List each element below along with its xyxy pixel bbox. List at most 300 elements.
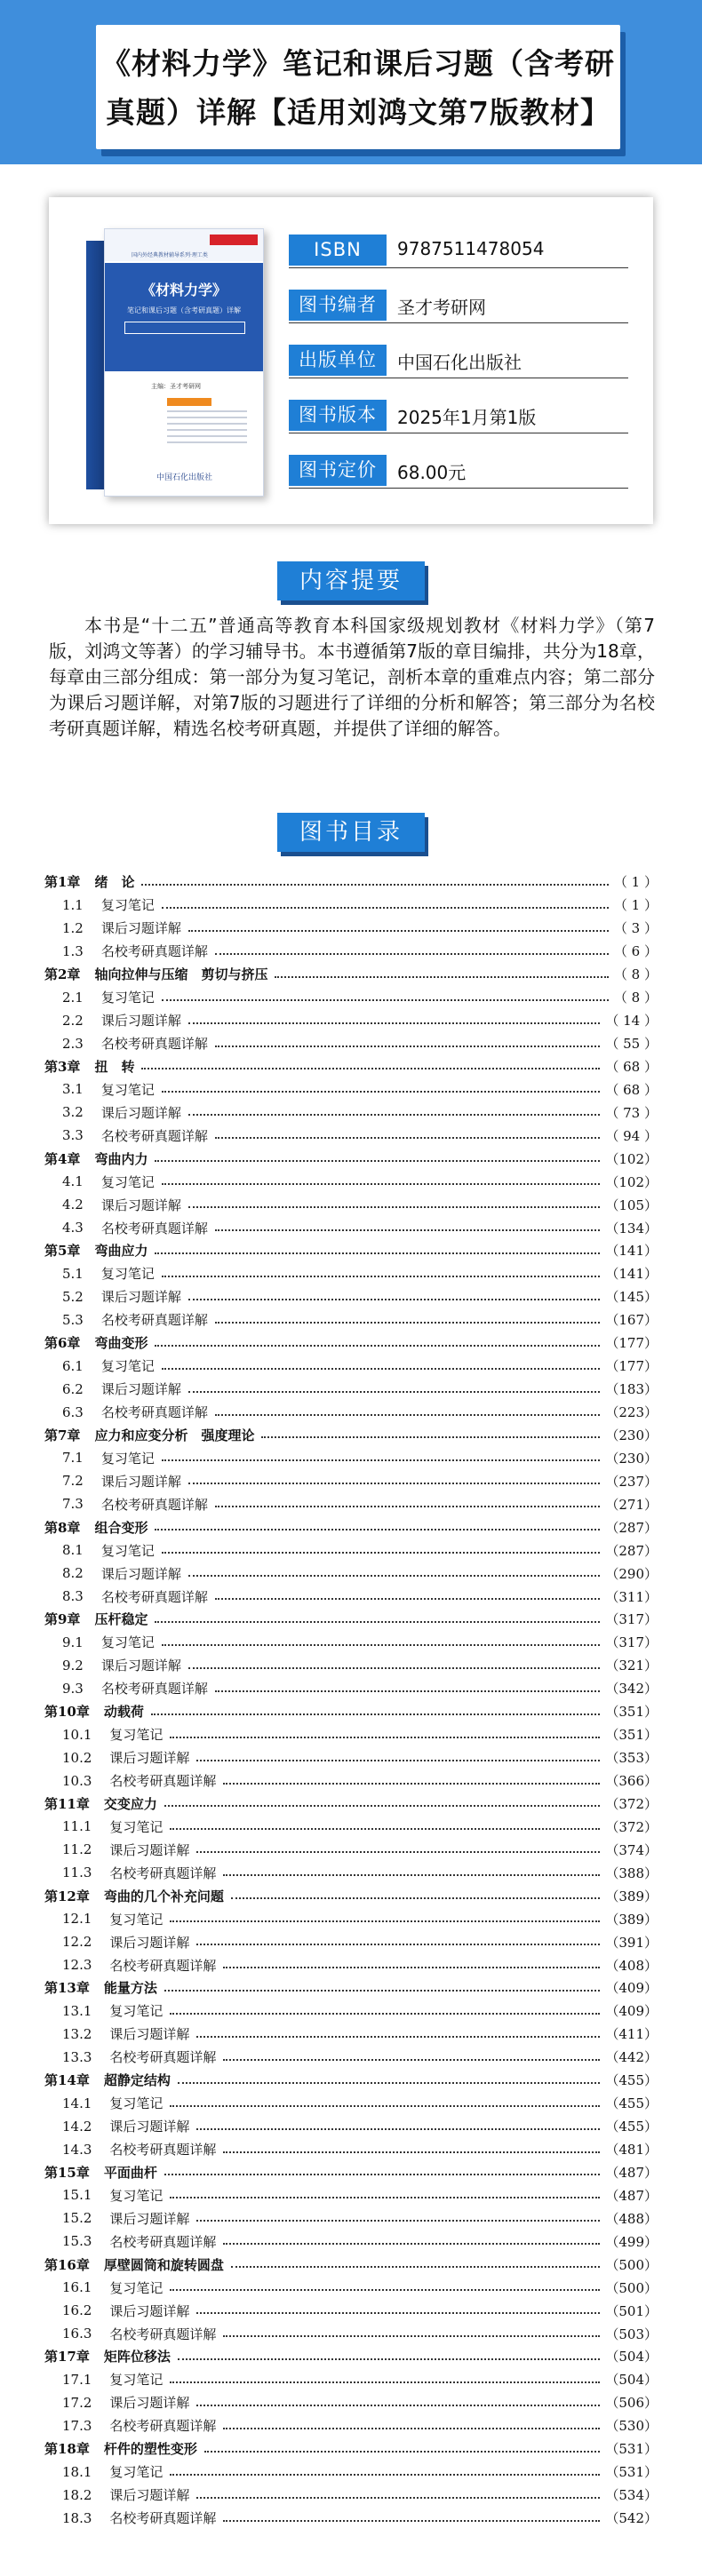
toc-leader-dots — [196, 2312, 600, 2314]
toc-title: 复习笔记 — [100, 1450, 155, 1467]
toc-section-row — [44, 1216, 658, 1239]
toc-page-number: （481） — [605, 2142, 658, 2159]
toc-page-number: （351） — [605, 1704, 658, 1721]
toc-chapter-row — [44, 871, 658, 894]
toc-title: 名校考研真题详解 — [100, 1036, 208, 1053]
toc-leader-dots — [223, 2520, 600, 2522]
toc-page-number: （287） — [605, 1519, 658, 1536]
toc-title: 名校考研真题详解 — [100, 1588, 208, 1605]
toc-chapter-row — [44, 1515, 658, 1538]
toc-section-row — [44, 1815, 658, 1838]
toc-leader-dots — [151, 1713, 600, 1715]
toc-section-row — [44, 1077, 658, 1101]
toc-section-row — [44, 2000, 658, 2023]
toc-title: 课后习题详解 — [109, 2210, 190, 2227]
toc-number: 第11章 — [44, 1795, 90, 1812]
toc-chapter-row — [44, 2437, 658, 2461]
info-underline — [289, 267, 628, 268]
toc-leader-dots — [223, 1967, 600, 1968]
toc-number: 14.3 — [62, 2141, 92, 2158]
toc-page-number: （271） — [605, 1496, 658, 1513]
toc-section-row — [44, 1285, 658, 1308]
toc-title: 名校考研真题详解 — [100, 1220, 208, 1236]
toc-leader-dots — [223, 2059, 600, 2061]
toc-section-row — [44, 2206, 658, 2230]
info-row-publisher — [289, 341, 628, 380]
toc-section-row — [44, 2322, 658, 2345]
toc-page-number: （531） — [605, 2441, 658, 2458]
toc-number: 9.2 — [62, 1657, 84, 1674]
toc-leader-dots — [188, 930, 609, 932]
toc-page-number: （374） — [605, 1841, 658, 1858]
toc-section-row — [44, 1308, 658, 1332]
toc-section-row — [44, 2092, 658, 2115]
toc-title: 名校考研真题详解 — [100, 1312, 208, 1329]
toc-leader-dots — [223, 2151, 600, 2153]
toc-number: 4.3 — [62, 1220, 84, 1236]
toc-chapter-row — [44, 1884, 658, 1907]
toc-number: 18.1 — [62, 2463, 92, 2480]
toc-number: 第12章 — [44, 1888, 90, 1904]
toc-title: 名校考研真题详解 — [109, 1957, 217, 1974]
info-label: 图书编者 — [289, 290, 387, 321]
toc-leader-dots — [162, 1459, 600, 1461]
toc-title: 应力和应变分析 强度理论 — [94, 1427, 255, 1443]
toc-title: 名校考研真题详解 — [100, 1127, 208, 1144]
toc-title: 名校考研真题详解 — [109, 2418, 217, 2435]
cover-series-text: 国内外经典教材辅导系列·理工类 — [132, 252, 208, 258]
toc-page-number: （311） — [605, 1588, 658, 1605]
toc-leader-dots — [178, 2082, 600, 2084]
toc-number: 7.1 — [62, 1450, 84, 1467]
toc-title: 复习笔记 — [100, 1173, 155, 1190]
toc-number: 14.1 — [62, 2095, 92, 2111]
toc-page-number: （141） — [605, 1243, 658, 1260]
toc-leader-dots — [215, 1690, 600, 1692]
toc-page-number: （351） — [605, 1727, 658, 1744]
cover-badge — [167, 398, 211, 406]
toc-title: 复习笔记 — [100, 1358, 155, 1375]
toc-section-row — [44, 2230, 658, 2253]
toc-title: 名校考研真题详解 — [100, 1404, 208, 1421]
toc-section-row — [44, 2276, 658, 2299]
toc-page-number: （317） — [605, 1634, 658, 1651]
toc-page-number: （177） — [605, 1358, 658, 1375]
toc-page-number: （500） — [605, 2256, 658, 2273]
toc-title: 弯曲的几个补充问题 — [103, 1888, 224, 1904]
toc-leader-dots — [188, 1022, 601, 1024]
toc-title: 课后习题详解 — [100, 1104, 181, 1121]
toc-leader-dots — [231, 2266, 600, 2268]
toc-number: 18.2 — [62, 2486, 92, 2503]
toc-title: 动载荷 — [103, 1704, 144, 1721]
toc-number: 第15章 — [44, 2164, 90, 2181]
toc-number: 第9章 — [44, 1611, 81, 1628]
toc-number: 9.1 — [62, 1634, 84, 1650]
toc-page-number: （504） — [605, 2372, 658, 2389]
toc-title: 复习笔记 — [109, 2464, 164, 2481]
toc-number: 第7章 — [44, 1427, 81, 1443]
toc-leader-dots — [223, 1783, 600, 1785]
toc-leader-dots — [215, 1046, 601, 1047]
toc-leader-dots — [141, 1068, 600, 1069]
toc-leader-dots — [170, 1737, 600, 1738]
toc-page-number: （531） — [605, 2464, 658, 2481]
toc-leader-dots — [215, 1414, 600, 1416]
toc-leader-dots — [223, 2335, 600, 2337]
info-value: 2025年1月第1版 — [397, 407, 537, 428]
toc-number: 17.2 — [62, 2394, 92, 2411]
toc-number: 3.2 — [62, 1104, 84, 1121]
publisher-logo — [210, 235, 258, 245]
toc-section-row — [44, 1654, 658, 1677]
toc-number: 13.2 — [62, 2025, 92, 2042]
toc-leader-dots — [215, 1137, 601, 1139]
toc-page-number: （372） — [605, 1795, 658, 1812]
toc-title: 轴向拉伸与压缩 剪切与挤压 — [94, 966, 268, 983]
toc-title: 课后习题详解 — [109, 2119, 190, 2135]
toc-leader-dots — [196, 1851, 600, 1853]
toc-title: 弯曲变形 — [94, 1335, 148, 1352]
toc-section-row — [44, 1953, 658, 1976]
toc-chapter-row — [44, 963, 658, 986]
toc-leader-dots — [204, 2451, 600, 2453]
book-title-line-2: 真题）详解【适用刘鸿文第7版教材】 — [106, 95, 610, 130]
toc-page-number: （366） — [605, 1773, 658, 1790]
toc-leader-dots — [162, 1091, 601, 1093]
toc-leader-dots — [188, 1575, 600, 1577]
toc-title: 平面曲杆 — [103, 2164, 157, 2181]
cover-subtitle: 笔记和课后习题（含考研真题）详解 — [127, 306, 241, 314]
toc-leader-dots — [155, 1529, 600, 1530]
toc-title: 复习笔记 — [109, 2187, 164, 2204]
toc-title: 弯曲内力 — [94, 1150, 148, 1167]
toc-title: 复习笔记 — [109, 2372, 164, 2389]
toc-number: 第13章 — [44, 1980, 90, 1997]
toc-leader-dots — [170, 2197, 600, 2198]
toc-title: 名校考研真题详解 — [109, 1773, 217, 1790]
toc-leader-dots — [155, 1252, 600, 1254]
toc-title: 名校考研真题详解 — [109, 2142, 217, 2159]
toc-title: 课后习题详解 — [100, 1658, 181, 1674]
toc-chapter-row — [44, 1424, 658, 1447]
toc-chapter-row — [44, 2253, 658, 2276]
toc-section-row — [44, 940, 658, 963]
toc-number: 第3章 — [44, 1058, 81, 1075]
toc-page-number: （411） — [605, 2026, 658, 2043]
toc-page-number: （ 73 ） — [605, 1104, 658, 1121]
toc-title: 课后习题详解 — [100, 1197, 181, 1213]
toc-page-number: （102） — [605, 1150, 658, 1167]
toc-page-number: （342） — [605, 1681, 658, 1697]
toc-number: 17.3 — [62, 2417, 92, 2434]
toc-section-row — [44, 1101, 658, 1124]
toc-title: 绪 论 — [94, 874, 135, 891]
toc-section-row — [44, 1769, 658, 1793]
toc-section-row — [44, 986, 658, 1009]
toc-leader-dots — [155, 1621, 600, 1623]
toc-section-row — [44, 1723, 658, 1746]
toc-title: 压杆稳定 — [94, 1611, 148, 1628]
toc-section-row — [44, 2507, 658, 2530]
toc-leader-dots — [162, 999, 609, 1001]
toc-title: 超静定结构 — [103, 2072, 171, 2089]
toc-section-row — [44, 1193, 658, 1216]
info-value: 9787511478054 — [397, 238, 545, 259]
title-card — [96, 25, 620, 149]
toc-title: 弯曲应力 — [94, 1243, 148, 1260]
toc-leader-dots — [188, 1667, 600, 1669]
toc-leader-dots — [275, 976, 608, 978]
toc-page-number: （506） — [605, 2395, 658, 2412]
toc-section-row — [44, 1677, 658, 1700]
toc-leader-dots — [215, 1229, 600, 1231]
toc-chapter-row — [44, 1700, 658, 1723]
toc-page-number: （408） — [605, 1957, 658, 1974]
toc-title: 矩阵位移法 — [103, 2349, 171, 2365]
toc-title: 复习笔记 — [100, 1081, 155, 1098]
toc-number: 11.2 — [62, 1841, 92, 1858]
summary-text: 本书是“十二五”普通高等教育本科国家级规划教材《材料力学》（第7版，刘鸿文等著）的学习辅导书。本书遵循第7版的章目编排，共分为18章，每章由三部分组成：第一部分为复习笔记，剖析本章的重难点内容；第二部分为课后习题详解，对第7版的习题进行了详细的分析和解答；第三部分为名校考研真题详解，精选名校考研真题，并提供了详细的解答。 — [49, 615, 655, 739]
toc-number: 2.3 — [62, 1035, 84, 1052]
toc-leader-dots — [162, 1552, 600, 1554]
toc-leader-dots — [223, 1874, 600, 1876]
toc-leader-dots — [223, 2243, 600, 2245]
toc-page-number: （499） — [605, 2233, 658, 2250]
toc-page-number: （542） — [605, 2510, 658, 2527]
toc-chapter-row — [44, 1793, 658, 1816]
toc-number: 7.2 — [62, 1473, 84, 1490]
toc-number: 12.1 — [62, 1911, 92, 1928]
toc-number: 第1章 — [44, 874, 81, 891]
toc-page-number: （504） — [605, 2349, 658, 2365]
toc-number: 1.3 — [62, 942, 84, 959]
toc-page-number: （389） — [605, 1888, 658, 1904]
toc-title: 课后习题详解 — [109, 2487, 190, 2504]
toc-title: 复习笔记 — [109, 2003, 164, 2020]
toc-page-number: （321） — [605, 1658, 658, 1674]
toc-chapter-row — [44, 1976, 658, 2000]
toc-page-number: （530） — [605, 2418, 658, 2435]
toc-leader-dots — [162, 1368, 600, 1370]
toc-leader-dots — [170, 2474, 600, 2476]
toc-page-number: （ 8 ） — [613, 966, 658, 983]
toc-section-row — [44, 1838, 658, 1861]
toc-leader-dots — [188, 1114, 601, 1116]
toc-page-number: （167） — [605, 1312, 658, 1329]
toc-page-number: （487） — [605, 2164, 658, 2181]
toc-leader-dots — [188, 1299, 600, 1300]
toc-number: 5.1 — [62, 1265, 84, 1282]
toc-number: 6.1 — [62, 1357, 84, 1374]
toc-number: 15.2 — [62, 2210, 92, 2227]
toc-section-row — [44, 2115, 658, 2138]
toc-leader-dots — [162, 1276, 600, 1277]
toc-page-number: （287） — [605, 1542, 658, 1559]
toc-title: 名校考研真题详解 — [100, 1681, 208, 1697]
toc-number: 8.1 — [62, 1542, 84, 1559]
toc-page-number: （455） — [605, 2095, 658, 2112]
toc-leader-dots — [178, 2358, 600, 2360]
toc-chapter-row — [44, 2069, 658, 2092]
toc-page-number: （ 1 ） — [613, 874, 658, 891]
toc-leader-dots — [155, 1160, 600, 1162]
toc-page-number: （223） — [605, 1404, 658, 1421]
info-underline — [289, 488, 628, 489]
toc-title: 交变应力 — [103, 1795, 157, 1812]
toc-title: 名校考研真题详解 — [109, 2510, 217, 2527]
info-underline — [289, 322, 628, 323]
toc-section-row — [44, 1378, 658, 1401]
toc-leader-dots — [215, 1598, 600, 1600]
toc-page-number: （ 6 ） — [613, 943, 658, 960]
toc-page-number: （488） — [605, 2210, 658, 2227]
toc-title: 复习笔记 — [109, 1727, 164, 1744]
toc-number: 6.2 — [62, 1380, 84, 1397]
toc-page-number: （391） — [605, 1934, 658, 1951]
toc-number: 11.3 — [62, 1864, 92, 1881]
toc-section-row — [44, 2299, 658, 2322]
summary-heading: 内容提要 — [277, 561, 425, 600]
toc-title: 厚壁圆筒和旋转圆盘 — [103, 2256, 224, 2273]
toc-number: 第17章 — [44, 2349, 90, 2365]
toc-leader-dots — [188, 1391, 600, 1393]
toc-page-number: （134） — [605, 1220, 658, 1236]
toc-leader-dots — [141, 884, 608, 886]
toc-chapter-row — [44, 1332, 658, 1355]
toc-number: 13.3 — [62, 2048, 92, 2065]
toc-number: 18.3 — [62, 2509, 92, 2526]
toc-number: 第16章 — [44, 2256, 90, 2273]
toc-number: 12.3 — [62, 1957, 92, 1974]
toc-page-number: （290） — [605, 1565, 658, 1582]
toc-page-number: （ 68 ） — [605, 1081, 658, 1098]
toc-leader-dots — [170, 2105, 600, 2107]
toc-leader-dots — [162, 1183, 600, 1185]
toc-page-number: （503） — [605, 2326, 658, 2342]
toc-number: 8.2 — [62, 1565, 84, 1582]
toc-page-number: （102） — [605, 1173, 658, 1190]
toc-number: 第14章 — [44, 2072, 90, 2089]
toc-page-number: （442） — [605, 2049, 658, 2066]
toc-page-number: （389） — [605, 1911, 658, 1928]
toc-page-number: （183） — [605, 1381, 658, 1398]
toc-number: 第6章 — [44, 1335, 81, 1352]
toc-title: 名校考研真题详解 — [109, 2326, 217, 2342]
toc-leader-dots — [196, 2220, 600, 2222]
toc-number: 第8章 — [44, 1519, 81, 1536]
toc-chapter-row — [44, 1055, 658, 1078]
cover-text-lines — [167, 410, 247, 446]
book-cover-image — [86, 228, 262, 495]
toc-leader-dots — [170, 2289, 600, 2291]
toc-leader-dots — [223, 2428, 600, 2429]
cover-subtitle-frame — [124, 322, 245, 334]
toc-number: 2.1 — [62, 989, 84, 1006]
book-info-panel — [49, 197, 653, 524]
toc-number: 11.1 — [62, 1818, 92, 1835]
toc-leader-dots — [170, 2381, 600, 2383]
toc-section-row — [44, 1930, 658, 1953]
toc-section-row — [44, 1032, 658, 1055]
toc-leader-dots — [170, 1920, 600, 1922]
toc-section-row — [44, 2461, 658, 2484]
toc-section-row — [44, 1538, 658, 1562]
info-value: 中国石化出版社 — [397, 352, 522, 373]
toc-title: 复习笔记 — [109, 1818, 164, 1835]
toc-page-number: （ 1 ） — [613, 897, 658, 914]
toc-page-number: （230） — [605, 1450, 658, 1467]
toc-title: 名校考研真题详解 — [100, 943, 208, 960]
toc-chapter-row — [44, 2345, 658, 2368]
toc-leader-dots — [215, 1506, 600, 1507]
book-title-line-1: 《材料力学》笔记和课后习题（含考研 — [101, 46, 615, 81]
info-row-price — [289, 451, 628, 490]
toc-number: 16.2 — [62, 2302, 92, 2319]
toc-section-row — [44, 917, 658, 940]
toc-number: 8.3 — [62, 1588, 84, 1605]
toc-number: 第2章 — [44, 966, 81, 983]
toc-number: 9.3 — [62, 1680, 84, 1697]
toc-number: 4.2 — [62, 1197, 84, 1213]
toc-leader-dots — [231, 1897, 600, 1899]
toc-section-row — [44, 1746, 658, 1769]
toc-title: 名校考研真题详解 — [109, 2233, 217, 2250]
toc-section-row — [44, 1446, 658, 1469]
toc-section-row — [44, 1562, 658, 1585]
toc-leader-dots — [164, 1990, 600, 1992]
toc-title: 能量方法 — [103, 1980, 157, 1997]
toc-page-number: （ 68 ） — [605, 1058, 658, 1075]
toc-section-row — [44, 2046, 658, 2069]
toc-number: 14.2 — [62, 2118, 92, 2135]
toc-number: 第18章 — [44, 2441, 90, 2458]
toc-page-number: （487） — [605, 2187, 658, 2204]
toc-section-row — [44, 2391, 658, 2414]
toc-leader-dots — [162, 1644, 600, 1646]
toc-heading: 图书目录 — [277, 813, 425, 852]
toc-section-row — [44, 1861, 658, 1884]
toc-title: 复习笔记 — [100, 897, 155, 914]
toc-title: 复习笔记 — [109, 2279, 164, 2296]
toc-section-row — [44, 1907, 658, 1930]
toc-number: 6.3 — [62, 1403, 84, 1420]
toc-page-number: （317） — [605, 1611, 658, 1628]
toc-section-row — [44, 894, 658, 917]
info-label: 出版单位 — [289, 345, 387, 376]
toc-title: 课后习题详解 — [100, 1473, 181, 1490]
toc-leader-dots — [155, 1345, 600, 1347]
toc-page-number: （237） — [605, 1473, 658, 1490]
toc-leader-dots — [170, 2013, 600, 2015]
toc-number: 17.1 — [62, 2371, 92, 2388]
toc-section-row — [44, 2023, 658, 2046]
toc-section-row — [44, 2183, 658, 2206]
toc-chapter-row — [44, 1608, 658, 1631]
toc-page-number: （501） — [605, 2302, 658, 2319]
toc-title: 课后习题详解 — [100, 920, 181, 937]
toc-title: 组合变形 — [94, 1519, 148, 1536]
toc-page-number: （ 8 ） — [613, 990, 658, 1006]
toc-number: 13.1 — [62, 2002, 92, 2019]
toc-section-row — [44, 2138, 658, 2161]
info-label: 图书定价 — [289, 455, 387, 486]
toc-number: 1.2 — [62, 919, 84, 936]
toc-number: 第10章 — [44, 1704, 90, 1721]
toc-title: 课后习题详解 — [100, 1289, 181, 1306]
cover-editor: 主编：圣才考研网 — [151, 383, 201, 390]
cover-title: 《材料力学》 — [140, 282, 227, 298]
